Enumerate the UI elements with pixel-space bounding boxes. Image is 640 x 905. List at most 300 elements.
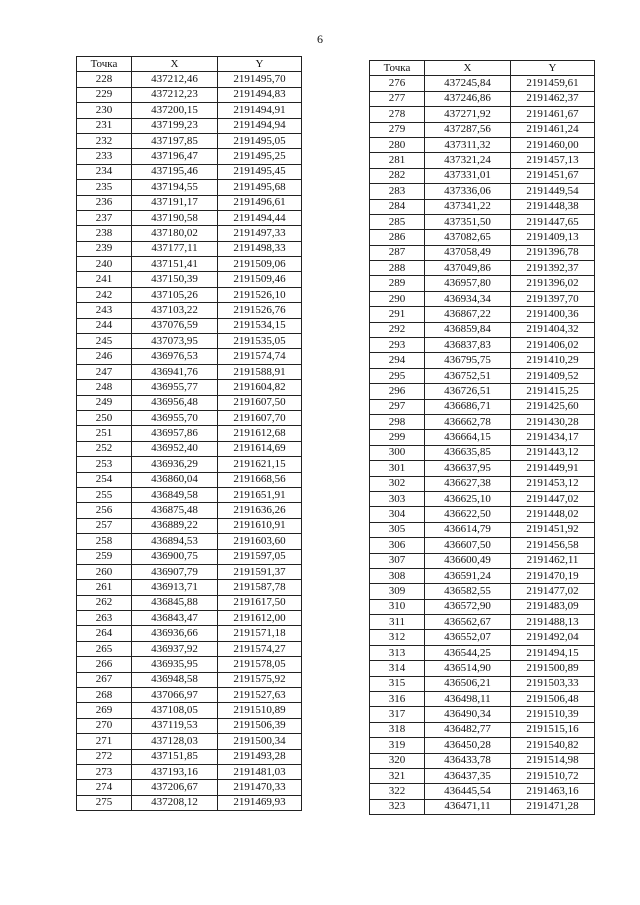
table-row [370, 107, 595, 122]
header-point: Точка [370, 61, 425, 76]
y-cell: 2191410,29 [511, 353, 595, 368]
table-row [370, 645, 595, 660]
x-cell: 436490,34 [425, 707, 511, 722]
x-cell: 436591,24 [425, 568, 511, 583]
x-cell: 437066,97 [132, 688, 218, 703]
x-cell: 436849,58 [132, 487, 218, 502]
point-cell: 298 [370, 414, 425, 429]
x-cell: 436894,53 [132, 534, 218, 549]
point-cell: 315 [370, 676, 425, 691]
table-row [77, 180, 302, 195]
y-cell: 2191409,52 [511, 368, 595, 383]
point-cell: 257 [77, 518, 132, 533]
table-row [370, 615, 595, 630]
point-cell: 231 [77, 118, 132, 133]
point-cell: 286 [370, 230, 425, 245]
header-x: X [425, 61, 511, 76]
table-row [77, 611, 302, 626]
y-cell: 2191494,83 [218, 87, 302, 102]
point-cell: 291 [370, 307, 425, 322]
point-cell: 308 [370, 568, 425, 583]
table-row [370, 784, 595, 799]
y-cell: 2191434,17 [511, 430, 595, 445]
point-cell: 232 [77, 133, 132, 148]
point-cell: 280 [370, 137, 425, 152]
x-cell: 436752,51 [425, 368, 511, 383]
x-cell: 436837,83 [425, 338, 511, 353]
x-cell: 437212,46 [132, 72, 218, 87]
y-cell: 2191492,04 [511, 630, 595, 645]
y-cell: 2191397,70 [511, 291, 595, 306]
y-cell: 2191461,24 [511, 122, 595, 137]
point-cell: 240 [77, 257, 132, 272]
y-cell: 2191396,02 [511, 276, 595, 291]
y-cell: 2191612,68 [218, 426, 302, 441]
y-cell: 2191470,33 [218, 780, 302, 795]
table-row [77, 457, 302, 472]
point-cell: 282 [370, 168, 425, 183]
x-cell: 436637,95 [425, 461, 511, 476]
y-cell: 2191509,46 [218, 272, 302, 287]
y-cell: 2191510,39 [511, 707, 595, 722]
x-cell: 436900,75 [132, 549, 218, 564]
table-row [370, 768, 595, 783]
x-cell: 437311,32 [425, 137, 511, 152]
table-row [77, 688, 302, 703]
y-cell: 2191526,76 [218, 303, 302, 318]
point-cell: 239 [77, 241, 132, 256]
x-cell: 436795,75 [425, 353, 511, 368]
y-cell: 2191588,91 [218, 364, 302, 379]
table-row [370, 184, 595, 199]
table-row [77, 210, 302, 225]
x-cell: 437128,03 [132, 734, 218, 749]
coordinates-table-right [369, 60, 595, 815]
table-row [77, 472, 302, 487]
table-row [77, 72, 302, 87]
table-row [370, 399, 595, 414]
x-cell: 436843,47 [132, 611, 218, 626]
x-cell: 436622,50 [425, 507, 511, 522]
y-cell: 2191506,48 [511, 692, 595, 707]
table-row [77, 718, 302, 733]
table-row [77, 103, 302, 118]
point-cell: 263 [77, 611, 132, 626]
y-cell: 2191597,05 [218, 549, 302, 564]
x-cell: 437151,85 [132, 749, 218, 764]
table-row [370, 245, 595, 260]
header-y: Y [218, 57, 302, 72]
table-row [77, 380, 302, 395]
point-cell: 284 [370, 199, 425, 214]
point-cell: 273 [77, 764, 132, 779]
header-x: X [132, 57, 218, 72]
y-cell: 2191495,70 [218, 72, 302, 87]
y-cell: 2191668,56 [218, 472, 302, 487]
point-cell: 248 [77, 380, 132, 395]
point-cell: 245 [77, 334, 132, 349]
table-row [77, 780, 302, 795]
point-cell: 235 [77, 180, 132, 195]
y-cell: 2191604,82 [218, 380, 302, 395]
point-cell: 297 [370, 399, 425, 414]
x-cell: 436552,07 [425, 630, 511, 645]
point-cell: 252 [77, 441, 132, 456]
point-cell: 258 [77, 534, 132, 549]
y-cell: 2191392,37 [511, 261, 595, 276]
point-cell: 300 [370, 445, 425, 460]
table-row [370, 137, 595, 152]
x-cell: 437341,22 [425, 199, 511, 214]
x-cell: 437208,12 [132, 795, 218, 810]
y-cell: 2191535,05 [218, 334, 302, 349]
x-cell: 437196,47 [132, 149, 218, 164]
table-row [370, 91, 595, 106]
table-row [77, 672, 302, 687]
y-cell: 2191526,10 [218, 287, 302, 302]
y-cell: 2191448,38 [511, 199, 595, 214]
x-cell: 436913,71 [132, 580, 218, 595]
table-row [77, 349, 302, 364]
y-cell: 2191574,74 [218, 349, 302, 364]
y-cell: 2191578,05 [218, 657, 302, 672]
table-row [77, 241, 302, 256]
point-cell: 314 [370, 661, 425, 676]
point-cell: 323 [370, 799, 425, 814]
table-row [370, 307, 595, 322]
point-cell: 278 [370, 107, 425, 122]
x-cell: 436907,79 [132, 564, 218, 579]
x-cell: 436582,55 [425, 584, 511, 599]
y-cell: 2191587,78 [218, 580, 302, 595]
point-cell: 285 [370, 214, 425, 229]
y-cell: 2191614,69 [218, 441, 302, 456]
x-cell: 437177,11 [132, 241, 218, 256]
y-cell: 2191494,15 [511, 645, 595, 660]
point-cell: 262 [77, 595, 132, 610]
x-cell: 437331,01 [425, 168, 511, 183]
table-row [370, 676, 595, 691]
point-cell: 255 [77, 487, 132, 502]
point-cell: 230 [77, 103, 132, 118]
x-cell: 436572,90 [425, 599, 511, 614]
point-cell: 250 [77, 410, 132, 425]
x-cell: 437105,26 [132, 287, 218, 302]
x-cell: 436625,10 [425, 491, 511, 506]
point-cell: 228 [77, 72, 132, 87]
x-cell: 437287,56 [425, 122, 511, 137]
y-cell: 2191449,91 [511, 461, 595, 476]
point-cell: 302 [370, 476, 425, 491]
table-row [370, 230, 595, 245]
y-cell: 2191409,13 [511, 230, 595, 245]
point-cell: 303 [370, 491, 425, 506]
table-row [370, 214, 595, 229]
y-cell: 2191617,50 [218, 595, 302, 610]
point-cell: 320 [370, 753, 425, 768]
table-row [77, 518, 302, 533]
point-cell: 316 [370, 692, 425, 707]
x-cell: 437245,84 [425, 76, 511, 91]
point-cell: 254 [77, 472, 132, 487]
point-cell: 260 [77, 564, 132, 579]
header-point: Точка [77, 57, 132, 72]
y-cell: 2191456,58 [511, 538, 595, 553]
coordinates-table-left [76, 56, 302, 811]
point-cell: 233 [77, 149, 132, 164]
table-row [77, 257, 302, 272]
x-cell: 437200,15 [132, 103, 218, 118]
table-row [77, 118, 302, 133]
page-number: 6 [317, 32, 323, 46]
table-row [370, 753, 595, 768]
x-cell: 436948,58 [132, 672, 218, 687]
table-row [370, 368, 595, 383]
table-row [77, 133, 302, 148]
y-cell: 2191477,02 [511, 584, 595, 599]
table-row [77, 734, 302, 749]
x-cell: 437151,41 [132, 257, 218, 272]
x-cell: 436726,51 [425, 384, 511, 399]
point-cell: 310 [370, 599, 425, 614]
y-cell: 2191527,63 [218, 688, 302, 703]
table-row [77, 287, 302, 302]
point-cell: 265 [77, 641, 132, 656]
point-cell: 283 [370, 184, 425, 199]
table-row [77, 364, 302, 379]
table-row [370, 707, 595, 722]
point-cell: 301 [370, 461, 425, 476]
point-cell: 249 [77, 395, 132, 410]
y-cell: 2191425,60 [511, 399, 595, 414]
table-row [77, 564, 302, 579]
x-cell: 436498,11 [425, 692, 511, 707]
y-cell: 2191500,89 [511, 661, 595, 676]
table-row [77, 318, 302, 333]
point-cell: 246 [77, 349, 132, 364]
x-cell: 437076,59 [132, 318, 218, 333]
point-cell: 295 [370, 368, 425, 383]
y-cell: 2191415,25 [511, 384, 595, 399]
point-cell: 272 [77, 749, 132, 764]
y-cell: 2191406,02 [511, 338, 595, 353]
x-cell: 437103,22 [132, 303, 218, 318]
y-cell: 2191495,05 [218, 133, 302, 148]
point-cell: 312 [370, 630, 425, 645]
y-cell: 2191621,15 [218, 457, 302, 472]
point-cell: 242 [77, 287, 132, 302]
x-cell: 436955,70 [132, 410, 218, 425]
x-cell: 436664,15 [425, 430, 511, 445]
y-cell: 2191510,72 [511, 768, 595, 783]
header-y: Y [511, 61, 595, 76]
table-row [370, 276, 595, 291]
table-row [77, 549, 302, 564]
table-row [370, 738, 595, 753]
x-cell: 437351,50 [425, 214, 511, 229]
point-cell: 251 [77, 426, 132, 441]
y-cell: 2191495,68 [218, 180, 302, 195]
table-row [370, 799, 595, 814]
point-cell: 290 [370, 291, 425, 306]
point-cell: 288 [370, 261, 425, 276]
table-row [370, 599, 595, 614]
point-cell: 237 [77, 210, 132, 225]
x-cell: 437246,86 [425, 91, 511, 106]
table-row [370, 522, 595, 537]
x-cell: 437212,23 [132, 87, 218, 102]
x-cell: 436952,40 [132, 441, 218, 456]
table-row [77, 749, 302, 764]
point-cell: 261 [77, 580, 132, 595]
point-cell: 309 [370, 584, 425, 599]
x-cell: 436936,66 [132, 626, 218, 641]
x-cell: 437271,92 [425, 107, 511, 122]
point-cell: 293 [370, 338, 425, 353]
table-row [370, 661, 595, 676]
table-row [77, 657, 302, 672]
x-cell: 436957,86 [132, 426, 218, 441]
point-cell: 304 [370, 507, 425, 522]
point-cell: 259 [77, 549, 132, 564]
y-cell: 2191449,54 [511, 184, 595, 199]
point-cell: 234 [77, 164, 132, 179]
x-cell: 437336,06 [425, 184, 511, 199]
table-row [77, 595, 302, 610]
x-cell: 436936,29 [132, 457, 218, 472]
point-cell: 267 [77, 672, 132, 687]
table-row [77, 410, 302, 425]
table-header-row [77, 57, 302, 72]
table-row [77, 641, 302, 656]
x-cell: 436889,22 [132, 518, 218, 533]
y-cell: 2191461,67 [511, 107, 595, 122]
y-cell: 2191534,15 [218, 318, 302, 333]
y-cell: 2191494,94 [218, 118, 302, 133]
x-cell: 436635,85 [425, 445, 511, 460]
table-row [77, 703, 302, 718]
y-cell: 2191460,00 [511, 137, 595, 152]
point-cell: 256 [77, 503, 132, 518]
y-cell: 2191503,33 [511, 676, 595, 691]
x-cell: 437049,86 [425, 261, 511, 276]
y-cell: 2191571,18 [218, 626, 302, 641]
point-cell: 281 [370, 153, 425, 168]
table-row [77, 626, 302, 641]
x-cell: 436845,88 [132, 595, 218, 610]
table-row [370, 291, 595, 306]
y-cell: 2191506,39 [218, 718, 302, 733]
x-cell: 436937,92 [132, 641, 218, 656]
table-row [77, 334, 302, 349]
y-cell: 2191471,28 [511, 799, 595, 814]
point-cell: 287 [370, 245, 425, 260]
x-cell: 436607,50 [425, 538, 511, 553]
y-cell: 2191515,16 [511, 722, 595, 737]
x-cell: 436867,22 [425, 307, 511, 322]
point-cell: 296 [370, 384, 425, 399]
point-cell: 264 [77, 626, 132, 641]
table-row [370, 692, 595, 707]
x-cell: 436433,78 [425, 753, 511, 768]
table-row [370, 630, 595, 645]
table-row [77, 395, 302, 410]
y-cell: 2191453,12 [511, 476, 595, 491]
y-cell: 2191451,67 [511, 168, 595, 183]
y-cell: 2191462,11 [511, 553, 595, 568]
x-cell: 436662,78 [425, 414, 511, 429]
y-cell: 2191494,44 [218, 210, 302, 225]
y-cell: 2191459,61 [511, 76, 595, 91]
table-row [370, 384, 595, 399]
point-cell: 269 [77, 703, 132, 718]
x-cell: 437194,55 [132, 180, 218, 195]
table-row [77, 226, 302, 241]
y-cell: 2191498,33 [218, 241, 302, 256]
y-cell: 2191483,09 [511, 599, 595, 614]
point-cell: 253 [77, 457, 132, 472]
x-cell: 436955,77 [132, 380, 218, 395]
y-cell: 2191496,61 [218, 195, 302, 210]
y-cell: 2191457,13 [511, 153, 595, 168]
table-row [77, 303, 302, 318]
x-cell: 437321,24 [425, 153, 511, 168]
table-row [370, 461, 595, 476]
x-cell: 437190,58 [132, 210, 218, 225]
y-cell: 2191603,60 [218, 534, 302, 549]
x-cell: 436437,35 [425, 768, 511, 783]
x-cell: 436859,84 [425, 322, 511, 337]
y-cell: 2191607,70 [218, 410, 302, 425]
x-cell: 436544,25 [425, 645, 511, 660]
y-cell: 2191500,34 [218, 734, 302, 749]
y-cell: 2191481,03 [218, 764, 302, 779]
point-cell: 317 [370, 707, 425, 722]
x-cell: 436935,95 [132, 657, 218, 672]
table-row [370, 722, 595, 737]
point-cell: 236 [77, 195, 132, 210]
table-body-right [370, 76, 595, 815]
y-cell: 2191400,36 [511, 307, 595, 322]
x-cell: 436482,77 [425, 722, 511, 737]
point-cell: 306 [370, 538, 425, 553]
y-cell: 2191448,02 [511, 507, 595, 522]
table-row [77, 503, 302, 518]
y-cell: 2191607,50 [218, 395, 302, 410]
y-cell: 2191443,12 [511, 445, 595, 460]
x-cell: 437193,16 [132, 764, 218, 779]
table-row [77, 580, 302, 595]
y-cell: 2191591,37 [218, 564, 302, 579]
point-cell: 311 [370, 615, 425, 630]
point-cell: 279 [370, 122, 425, 137]
table-row [370, 568, 595, 583]
x-cell: 436956,48 [132, 395, 218, 410]
x-cell: 437195,46 [132, 164, 218, 179]
table-row [370, 338, 595, 353]
y-cell: 2191514,98 [511, 753, 595, 768]
y-cell: 2191430,28 [511, 414, 595, 429]
y-cell: 2191469,93 [218, 795, 302, 810]
point-cell: 307 [370, 553, 425, 568]
table-body-left [77, 72, 302, 811]
point-cell: 318 [370, 722, 425, 737]
table-row [370, 153, 595, 168]
table-row [370, 584, 595, 599]
y-cell: 2191651,91 [218, 487, 302, 502]
x-cell: 437058,49 [425, 245, 511, 260]
table-row [370, 122, 595, 137]
